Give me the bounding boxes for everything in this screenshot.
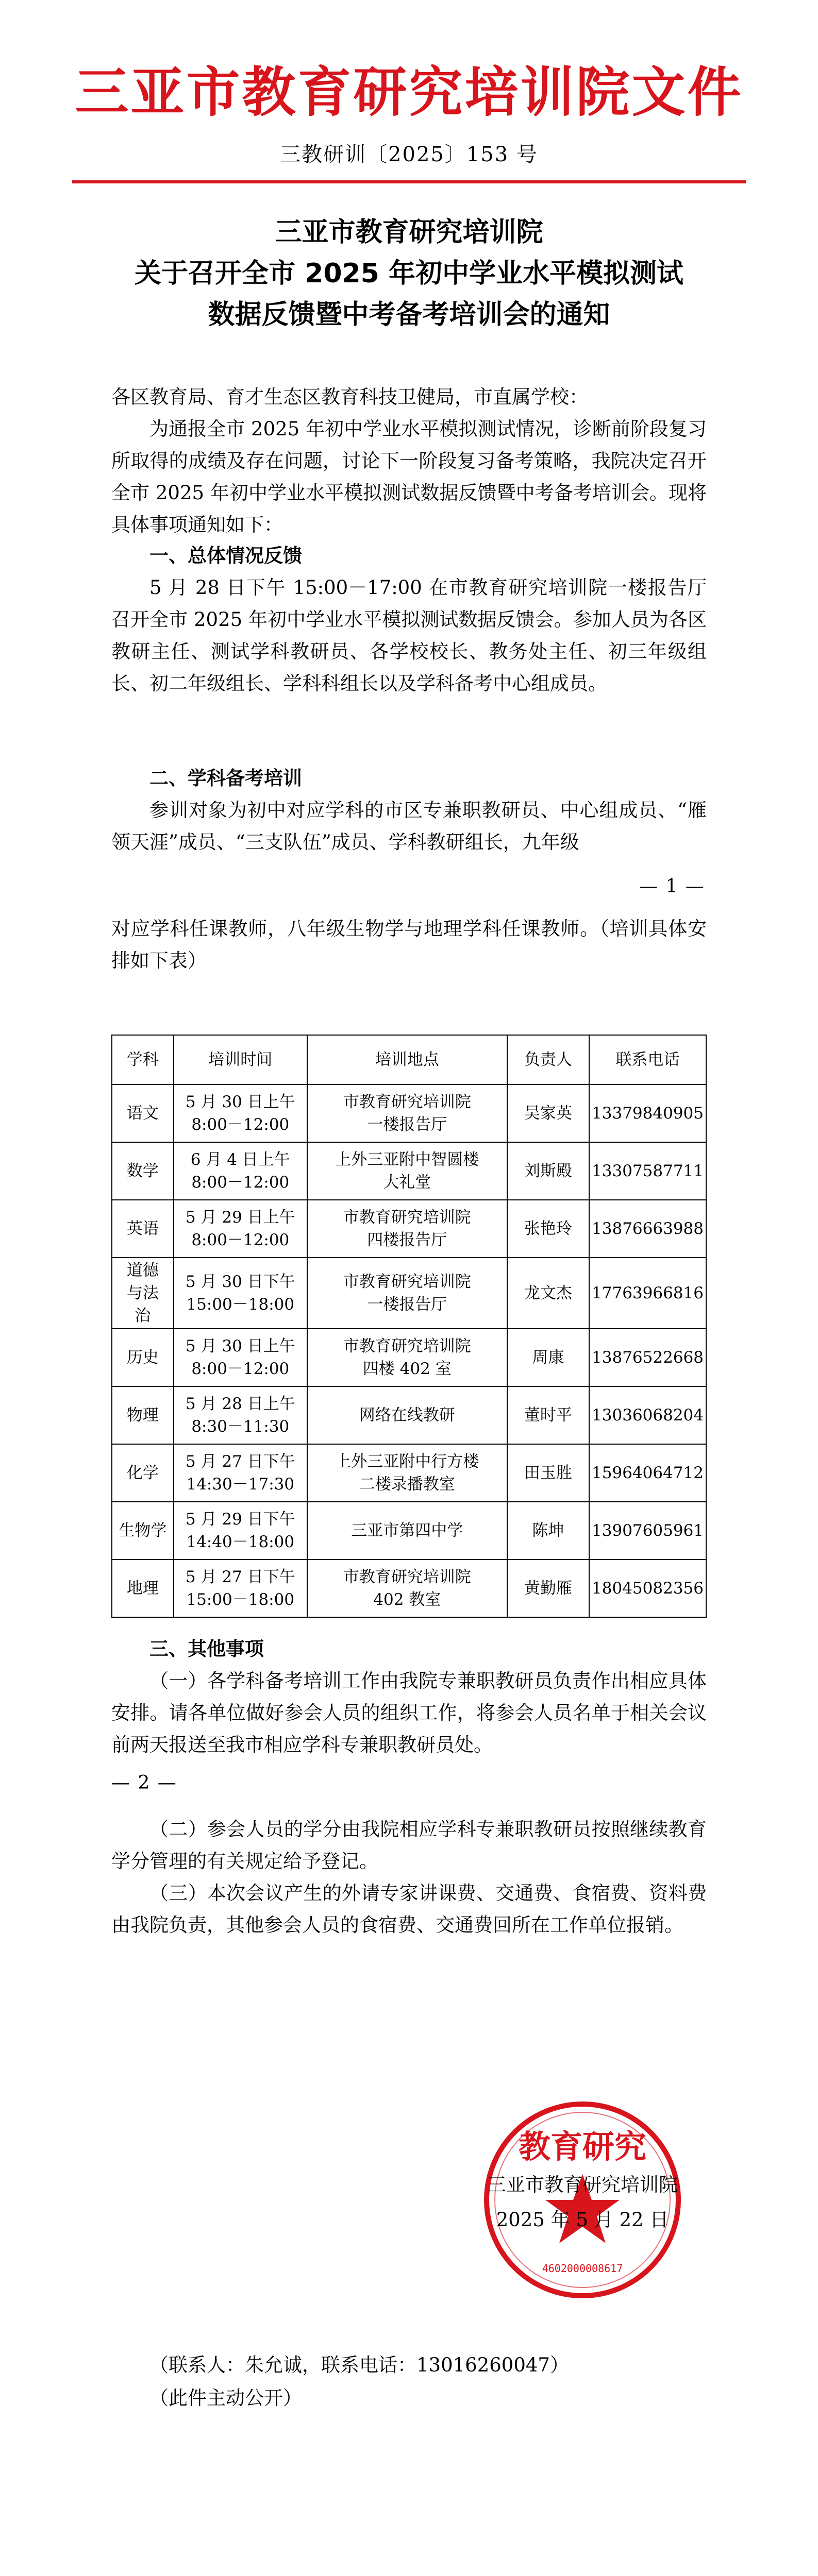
place-line-1: 市教育研究培训院 [343, 1273, 471, 1291]
table-header-row [112, 1035, 706, 1084]
section-1-text: 5 月 28 日下午 15:00－17:00 在市教育研究培训院一楼报告厅召开全市 2025 年初中学业水平模拟测试数据反馈会。参加人员为各区教研主任、测试学科教研员、各学校校长、教务处主任、初三年级组长、初二年级组长、学科科组长以及学科备考中心组成员。 [111, 577, 707, 694]
subject-cell: 生物学 [112, 1502, 174, 1560]
section-1-heading: 一、总体情况反馈 [149, 545, 302, 567]
time-cell [174, 1200, 307, 1258]
place-line-1: 市教育研究培训院 [343, 1337, 471, 1355]
time-cell [174, 1258, 307, 1329]
table-row [112, 1258, 706, 1329]
phone-cell: 13379840905 [589, 1084, 706, 1142]
subject-cell: 语文 [112, 1084, 174, 1142]
time-cell [174, 1502, 307, 1560]
place-line-2: 四楼报告厅 [367, 1231, 447, 1249]
time-range: 14:40－18:00 [186, 1533, 295, 1551]
training-schedule-table [111, 1035, 707, 1618]
time-date: 5 月 27 日下午 [185, 1568, 295, 1586]
place-line-1: 市教育研究培训院 [343, 1208, 471, 1227]
time-range: 8:30－11:30 [191, 1417, 290, 1436]
section-2-text-cont: 对应学科任课教师，八年级生物学与地理学科任课教师。（培训具体安排如下表） [111, 918, 707, 972]
time-date: 5 月 28 日上午 [185, 1395, 295, 1413]
time-range: 8:00－12:00 [191, 1360, 290, 1378]
place-line-2: 一楼报告厅 [367, 1295, 447, 1314]
salutation: 各区教育局、育才生态区教育科技卫健局，市直属学校： [111, 386, 588, 408]
place-cell: 网络在线教研 [307, 1386, 507, 1444]
phone-cell: 13876522668 [589, 1329, 706, 1386]
page-number-2: — 2 — [111, 1772, 177, 1793]
table-row [112, 1084, 706, 1142]
header-cell: 联系电话 [589, 1035, 706, 1084]
section-2-heading: 二、学科备考培训 [149, 767, 302, 789]
place-line-1: 市教育研究培训院 [343, 1568, 471, 1586]
red-divider [72, 180, 746, 183]
official-seal [479, 2097, 686, 2303]
section-3-heading: 三、其他事项 [149, 1638, 264, 1660]
table-row [112, 1502, 706, 1560]
place-cell [307, 1084, 507, 1142]
place-line-1: 上外三亚附中行方楼 [335, 1452, 479, 1471]
time-cell [174, 1329, 307, 1386]
place-line-1: 市教育研究培训院 [343, 1093, 471, 1111]
place-line-2: 大礼堂 [383, 1173, 431, 1192]
phone-cell: 18045082356 [589, 1560, 706, 1617]
person-cell: 田玉胜 [507, 1444, 589, 1502]
item-1: （一）各学科备考培训工作由我院专兼职教研员负责作出相应具体安排。请各单位做好参会人员的组织工作，将参会人员名单于相关会议前两天报送至我市相应学科专兼职教研员处。 [111, 1670, 707, 1756]
time-cell [174, 1560, 307, 1617]
person-cell: 周康 [507, 1329, 589, 1386]
time-cell [174, 1386, 307, 1444]
time-range: 8:00－12:00 [191, 1231, 290, 1249]
phone-cell: 13907605961 [589, 1502, 706, 1560]
time-range: 8:00－12:00 [191, 1115, 290, 1134]
time-range: 14:30－17:30 [186, 1475, 295, 1494]
time-date: 5 月 29 日上午 [185, 1208, 295, 1227]
person-cell: 张艳玲 [507, 1200, 589, 1258]
subject-cell: 化学 [112, 1444, 174, 1502]
place-cell: 三亚市第四中学 [307, 1502, 507, 1560]
time-date: 5 月 30 日下午 [185, 1273, 295, 1291]
title-line-2: 关于召开全市 2025 年初中学业水平模拟测试 [135, 258, 683, 289]
time-range: 15:00－18:00 [186, 1590, 295, 1609]
place-line-1: 上外三亚附中智圆楼 [335, 1150, 479, 1169]
time-date: 5 月 29 日下午 [185, 1510, 295, 1529]
place-line-2: 一楼报告厅 [367, 1115, 447, 1134]
title-line-3: 数据反馈暨中考备考培训会的通知 [208, 299, 610, 330]
intro-paragraph: 为通报全市 2025 年初中学业水平模拟测试情况，诊断前阶段复习所取得的成绩及存在问题，讨论下一阶段复习备考策略，我院决定召开全市 2025 年初中学业水平模拟测试数据反馈暨中考备考培训会。现将具体事项通知如下： [111, 418, 707, 536]
person-cell: 黄勤雁 [507, 1560, 589, 1617]
table-row [112, 1200, 706, 1258]
document-header: 三亚市教育研究培训院文件 [75, 61, 743, 124]
time-date: 5 月 30 日上午 [185, 1337, 295, 1355]
header-cell: 负责人 [507, 1035, 589, 1084]
time-cell [174, 1084, 307, 1142]
place-line-2: 402 教室 [373, 1590, 441, 1609]
subject-cell: 数学 [112, 1142, 174, 1200]
time-date: 6 月 4 日上午 [190, 1150, 290, 1169]
time-cell [174, 1444, 307, 1502]
table-row [112, 1386, 706, 1444]
person-cell: 龙文杰 [507, 1258, 589, 1329]
seal-code: 4602000008617 [542, 2262, 623, 2275]
table-row [112, 1560, 706, 1617]
subject-cell: 英语 [112, 1200, 174, 1258]
table-row [112, 1142, 706, 1200]
person-cell: 董时平 [507, 1386, 589, 1444]
phone-cell: 17763966816 [589, 1258, 706, 1329]
subject-cell [112, 1258, 174, 1329]
phone-cell: 13876663988 [589, 1200, 706, 1258]
place-cell [307, 1329, 507, 1386]
person-cell: 陈坤 [507, 1502, 589, 1560]
phone-cell: 13036068204 [589, 1386, 706, 1444]
place-cell [307, 1258, 507, 1329]
place-cell [307, 1560, 507, 1617]
subject-cell: 地理 [112, 1560, 174, 1617]
person-cell: 刘斯殿 [507, 1142, 589, 1200]
title-line-1: 三亚市教育研究培训院 [275, 217, 543, 248]
header-cell: 学科 [112, 1035, 174, 1084]
item-3: （三）本次会议产生的外请专家讲课费、交通费、食宿费、资料费由我院负责，其他参会人员的食宿费、交通费回所在工作单位报销。 [111, 1882, 707, 1936]
table-row [112, 1444, 706, 1502]
place-cell [307, 1444, 507, 1502]
subject-cell: 历史 [112, 1329, 174, 1386]
subject-text: 道德与法治 [126, 1261, 159, 1325]
document-number: 三教研训〔2025〕153 号 [280, 143, 538, 166]
person-cell: 吴家英 [507, 1084, 589, 1142]
header-cell: 培训时间 [174, 1035, 307, 1084]
place-cell [307, 1200, 507, 1258]
place-line-2: 四楼 402 室 [362, 1360, 452, 1378]
page-number-1: — 1 — [639, 876, 705, 897]
time-cell [174, 1142, 307, 1200]
signature-org: 三亚市教育研究培训院 [487, 2174, 678, 2196]
phone-cell: 13307587711 [589, 1142, 706, 1200]
table-row [112, 1329, 706, 1386]
disclosure-note: （此件主动公开） [149, 2387, 302, 2409]
seal-text: 教育研究 [518, 2128, 647, 2165]
time-date: 5 月 27 日下午 [185, 1452, 295, 1471]
time-date: 5 月 30 日上午 [185, 1093, 295, 1111]
time-range: 15:00－18:00 [186, 1295, 295, 1314]
item-2: （二）参会人员的学分由我院相应学科专兼职教研员按照继续教育学分管理的有关规定给予登记。 [111, 1818, 707, 1872]
signature-date: 2025 年 5 月 22 日 [496, 2209, 669, 2231]
subject-cell: 物理 [112, 1386, 174, 1444]
contact-info: （联系人：朱允诚，联系电话：13016260047） [149, 2354, 569, 2376]
place-cell [307, 1142, 507, 1200]
section-2-text: 参训对象为初中对应学科的市区专兼职教研员、中心组成员、“雁领天涯”成员、“三支队伍”成员、学科教研组长，九年级 [111, 799, 707, 853]
time-range: 8:00－12:00 [191, 1173, 290, 1192]
place-line-2: 二楼录播教室 [359, 1475, 455, 1494]
phone-cell: 15964064712 [589, 1444, 706, 1502]
header-cell: 培训地点 [307, 1035, 507, 1084]
